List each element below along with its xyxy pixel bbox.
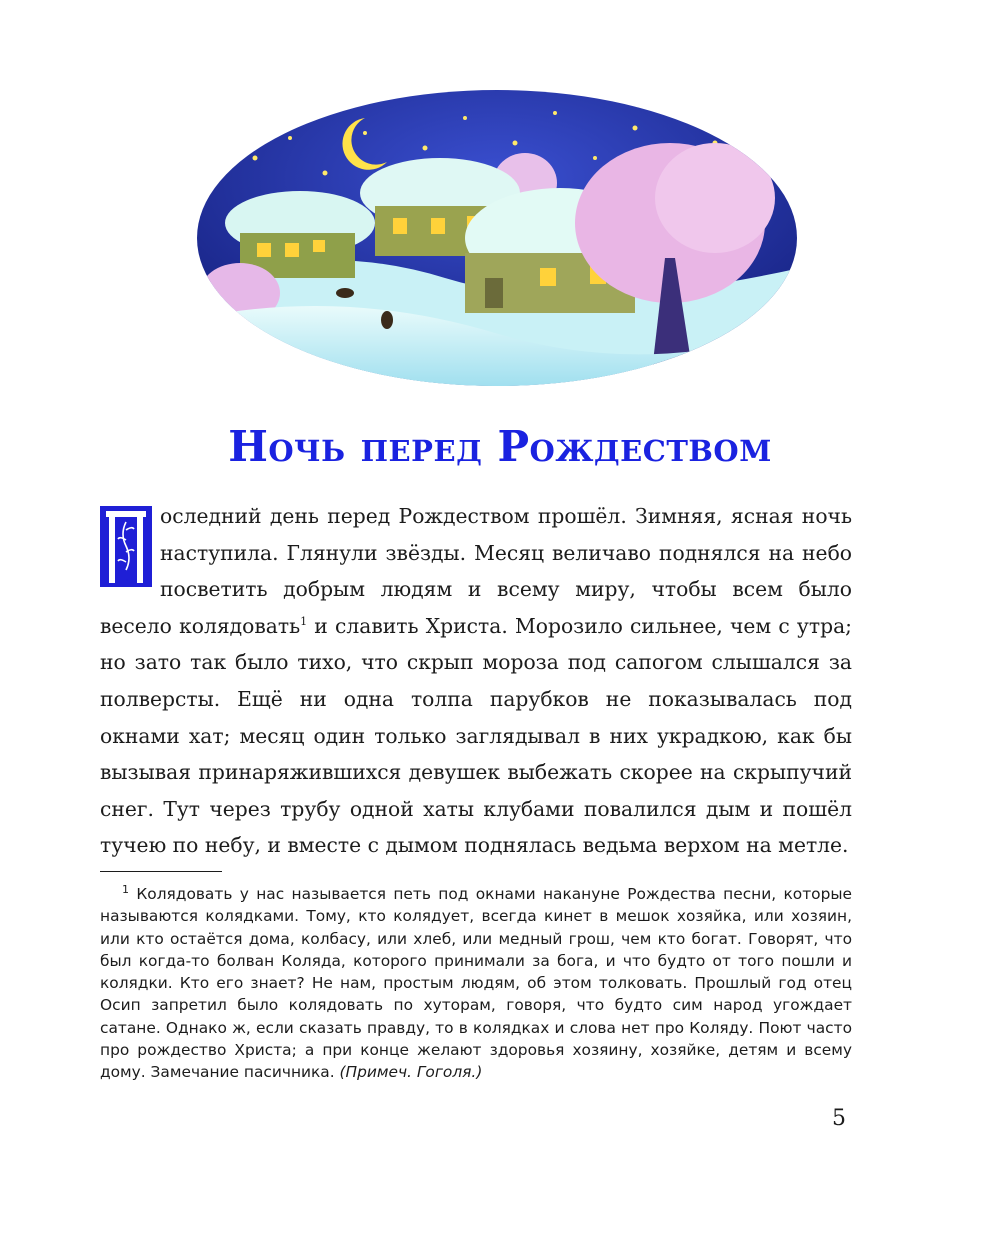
winter-village-illustration	[195, 88, 800, 388]
footnote-mark: 1	[122, 882, 129, 896]
story-text-start: оследний день перед Рождеством прошёл. Зимняя, ясная ночь наступила. Глянули звёзды. Месяц величаво поднялся на небо посветить добрым людям и всему миру, чтобы всем было весело колядовать	[100, 504, 852, 638]
story-paragraph	[100, 498, 852, 864]
winter-village-night-icon	[195, 88, 800, 388]
story-title: Ночь перед Рождеством	[228, 422, 772, 471]
footnote-divider	[100, 871, 222, 872]
story-text-end: и славить Христа. Морозило сильнее, чем с утра; но зато так было тихо, что скрып мороза под сапогом слышался за полверсты. Ещё ни одна толпа парубков не показывалась под окнами хат; месяц один только заглядывал в них украдкою, как бы вызывая принаряжившихся девушек выбежать скорее на скрыпучий снег. Тут через трубу одной хаты клубами повалился дым и пошёл тучею по небу, и вместе с дымом поднялась ведьма верхом на метле.	[100, 613, 852, 858]
svg-text:П: П	[126, 580, 128, 582]
footnote	[100, 883, 852, 1084]
footnote-reference[interactable]: 1	[300, 615, 308, 629]
footnote-text: Колядовать у нас называется петь под окнами накануне Рождества песни, которые называются колядками. Тому, кто колядует, всегда кинет в мешок хозяйка, или хозяин, или кто остаётся дома, колбасу, или хлеб, или медный грош, чем кто богат. Говорят, что был когда-то болван Коляда, которого принимали за бога, и что будто от того пошли и колядки. Кто его знает? Не нам, простым людям, об этом толковать. Прошлый год отец Осип запретил было колядовать по хуторам, говоря, что будто сим народ угождает сатане. Однако ж, если сказать правду, то в колядках и слова нет про Коляду. Поют часто про рождество Христа; а при конце желают здоровья хозяину, хозяйке, детям и всему дому. Замечание пасичника.	[100, 885, 852, 1082]
ornamental-dropcap-icon	[100, 506, 152, 587]
dropcap-letter	[100, 506, 152, 587]
page-number: 5	[832, 1106, 846, 1131]
footnote-author-note: (Примеч. Гоголя.)	[339, 1063, 483, 1082]
